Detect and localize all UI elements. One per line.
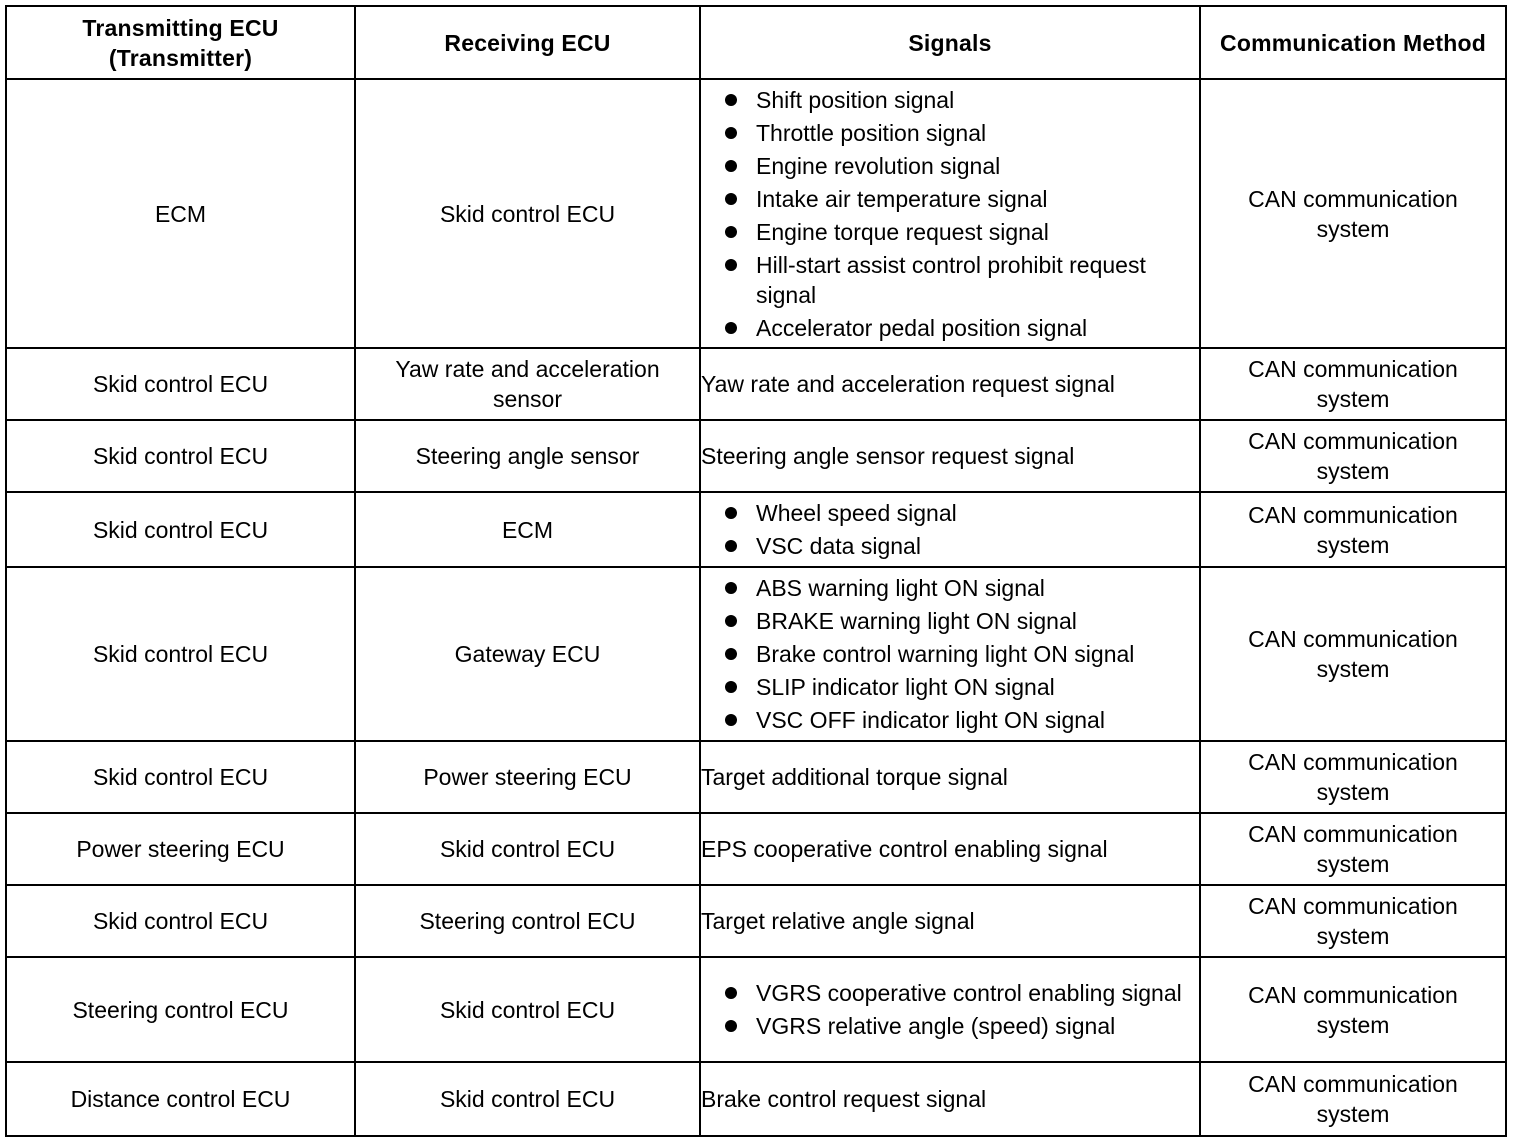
signal-item: VSC OFF indicator light ON signal <box>701 705 1191 735</box>
table-row <box>6 741 1506 813</box>
signals-cell <box>700 957 1200 1062</box>
signal-item: Intake air temperature signal <box>701 184 1191 214</box>
method-line2: system <box>1316 386 1390 412</box>
method-cell <box>1200 79 1506 348</box>
transmitter-cell: Skid control ECU <box>6 567 355 741</box>
signal-item: Brake control warning light ON signal <box>701 639 1191 669</box>
table-row <box>6 492 1506 567</box>
method-cell <box>1200 741 1506 813</box>
receiver-cell: Skid control ECU <box>355 813 700 885</box>
method-line2: system <box>1316 779 1390 805</box>
signal-item: Wheel speed signal <box>701 498 1191 528</box>
signals-cell: Brake control request signal <box>700 1062 1200 1136</box>
table-row <box>6 1062 1506 1136</box>
receiver-cell: ECM <box>355 492 700 567</box>
signal-list <box>701 494 1199 565</box>
method-line2: system <box>1316 923 1390 949</box>
table-row <box>6 420 1506 492</box>
signal-list <box>701 974 1199 1045</box>
receiver-cell: Steering angle sensor <box>355 420 700 492</box>
method-cell <box>1200 420 1506 492</box>
receiver-cell <box>355 348 700 420</box>
receiver-cell: Skid control ECU <box>355 1062 700 1136</box>
receiver-cell: Gateway ECU <box>355 567 700 741</box>
receiver-line1: Yaw rate and acceleration <box>395 356 660 382</box>
method-line1: CAN communication <box>1248 185 1458 212</box>
method-cell <box>1200 1062 1506 1136</box>
table-row <box>6 813 1506 885</box>
header-communication-method: Communication Method <box>1200 6 1506 79</box>
table-row <box>6 885 1506 957</box>
method-line1: CAN communication <box>1248 626 1458 652</box>
signal-item: Engine torque request signal <box>701 217 1191 247</box>
signal-item: Hill-start assist control prohibit request signal <box>701 250 1191 310</box>
method-line1: CAN communication <box>1248 356 1458 382</box>
signals-cell <box>700 567 1200 741</box>
signal-item: Shift position signal <box>701 85 1191 115</box>
receiver-line2: sensor <box>492 386 563 412</box>
signals-cell <box>700 492 1200 567</box>
method-cell <box>1200 813 1506 885</box>
header-receiving-ecu: Receiving ECU <box>355 6 700 79</box>
transmitter-cell: Skid control ECU <box>6 348 355 420</box>
method-line2: system <box>1316 1011 1390 1038</box>
transmitter-cell: Steering control ECU <box>6 957 355 1062</box>
transmitter-cell: Power steering ECU <box>6 813 355 885</box>
ecu-communication-table <box>5 5 1507 1137</box>
signal-item: VSC data signal <box>701 531 1191 561</box>
signal-item: Engine revolution signal <box>701 151 1191 181</box>
method-line2: system <box>1316 851 1390 877</box>
signal-item: Accelerator pedal position signal <box>701 313 1191 343</box>
header-signals: Signals <box>700 6 1200 79</box>
method-line1: CAN communication <box>1248 821 1458 847</box>
transmitter-cell: Distance control ECU <box>6 1062 355 1136</box>
signal-item: ABS warning light ON signal <box>701 573 1191 603</box>
table-row <box>6 79 1506 348</box>
signals-cell <box>700 79 1200 348</box>
signals-cell: Target relative angle signal <box>700 885 1200 957</box>
method-line1: CAN communication <box>1248 981 1458 1008</box>
signals-cell: Steering angle sensor request signal <box>700 420 1200 492</box>
method-line1: CAN communication <box>1248 428 1458 454</box>
signal-item: Throttle position signal <box>701 118 1191 148</box>
table-row <box>6 348 1506 420</box>
transmitter-cell: Skid control ECU <box>6 741 355 813</box>
table-row <box>6 567 1506 741</box>
signal-list <box>701 81 1199 347</box>
transmitter-cell: ECM <box>6 79 355 348</box>
method-line2: system <box>1316 215 1390 242</box>
transmitter-cell: Skid control ECU <box>6 420 355 492</box>
header-row <box>6 6 1506 79</box>
header-transmitting-ecu <box>6 6 355 79</box>
signal-item: VGRS relative angle (speed) signal <box>701 1011 1191 1041</box>
signal-item: BRAKE warning light ON signal <box>701 606 1191 636</box>
method-line2: system <box>1316 531 1390 558</box>
receiver-cell: Skid control ECU <box>355 957 700 1062</box>
receiver-cell: Steering control ECU <box>355 885 700 957</box>
method-line2: system <box>1316 656 1390 682</box>
method-line1: CAN communication <box>1248 501 1458 528</box>
header-transmitting-line2: (Transmitter) <box>108 44 253 71</box>
signal-list <box>701 569 1199 739</box>
signals-cell: EPS cooperative control enabling signal <box>700 813 1200 885</box>
transmitter-cell: Skid control ECU <box>6 885 355 957</box>
method-cell <box>1200 567 1506 741</box>
method-cell <box>1200 957 1506 1062</box>
signal-item: VGRS cooperative control enabling signal <box>701 978 1191 1008</box>
method-line1: CAN communication <box>1248 749 1458 775</box>
method-line1: CAN communication <box>1248 1071 1458 1097</box>
method-cell <box>1200 348 1506 420</box>
method-line2: system <box>1316 1101 1390 1127</box>
signals-cell: Yaw rate and acceleration request signal <box>700 348 1200 420</box>
signal-item: SLIP indicator light ON signal <box>701 672 1191 702</box>
header-transmitting-line1: Transmitting ECU <box>82 14 279 41</box>
table-row <box>6 957 1506 1062</box>
signals-cell: Target additional torque signal <box>700 741 1200 813</box>
method-line1: CAN communication <box>1248 893 1458 919</box>
transmitter-cell: Skid control ECU <box>6 492 355 567</box>
receiver-cell: Power steering ECU <box>355 741 700 813</box>
method-line2: system <box>1316 458 1390 484</box>
method-cell <box>1200 885 1506 957</box>
receiver-cell: Skid control ECU <box>355 79 700 348</box>
method-cell <box>1200 492 1506 567</box>
